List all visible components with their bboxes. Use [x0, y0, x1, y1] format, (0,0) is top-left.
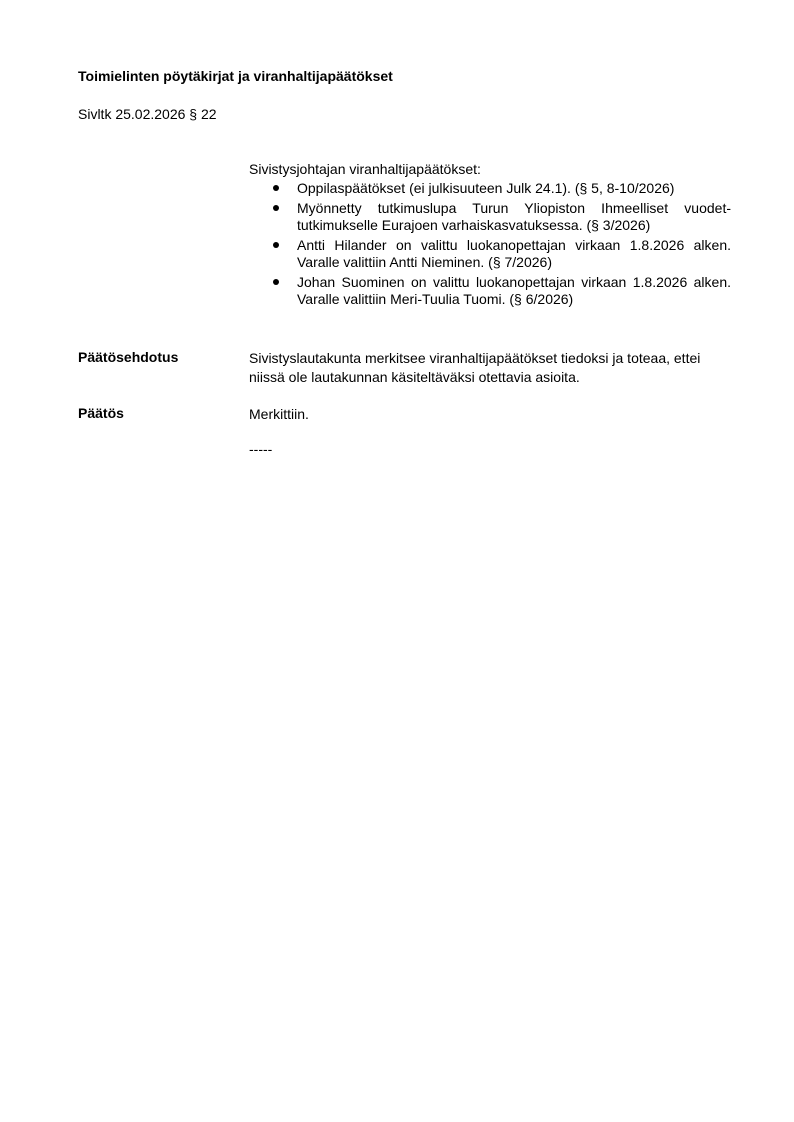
list-item-text: Johan Suominen on valittu luokanopettajan virkaan 1.8.2026 alken. Varalle valittiin Meri-Tuulia Tuomi. (§ 6/2026)	[297, 274, 731, 307]
intro-heading: Sivistysjohtajan viranhaltijapäätökset:	[249, 161, 481, 177]
end-marker: -----	[249, 441, 273, 457]
page-title: Toimielinten pöytäkirjat ja viranhaltijapäätökset	[78, 68, 393, 84]
list-item	[249, 274, 731, 308]
bullet-icon	[273, 185, 279, 191]
case-reference: Sivltk 25.02.2026 § 22	[78, 106, 217, 122]
decision-list	[249, 180, 731, 311]
list-item	[249, 200, 731, 234]
list-item	[249, 237, 731, 271]
proposal-text: Sivistyslautakunta merkitsee viranhaltijapäätökset tiedoksi ja toteaa, ettei niissä ole lautakunnan käsiteltäväksi otettavia asioita.	[249, 350, 701, 385]
bullet-icon	[273, 242, 279, 248]
list-item-text: Myönnetty tutkimuslupa Turun Yliopiston Ihmeelliset vuodet-tutkimukselle Eurajoen varhaiskasvatuksessa. (§ 3/2026)	[297, 200, 731, 233]
proposal-label: Päätösehdotus	[78, 349, 179, 365]
list-item	[249, 180, 731, 197]
bullet-icon	[273, 279, 279, 285]
list-item-text: Oppilaspäätökset (ei julkisuuteen Julk 24.1). (§ 5, 8-10/2026)	[297, 180, 675, 196]
decision-label: Päätös	[78, 405, 124, 421]
list-item-text: Antti Hilander on valittu luokanopettajan virkaan 1.8.2026 alken. Varalle valittiin Antti Nieminen. (§ 7/2026)	[297, 237, 731, 270]
bullet-icon	[273, 205, 279, 211]
decision-text: Merkittiin.	[249, 406, 309, 422]
